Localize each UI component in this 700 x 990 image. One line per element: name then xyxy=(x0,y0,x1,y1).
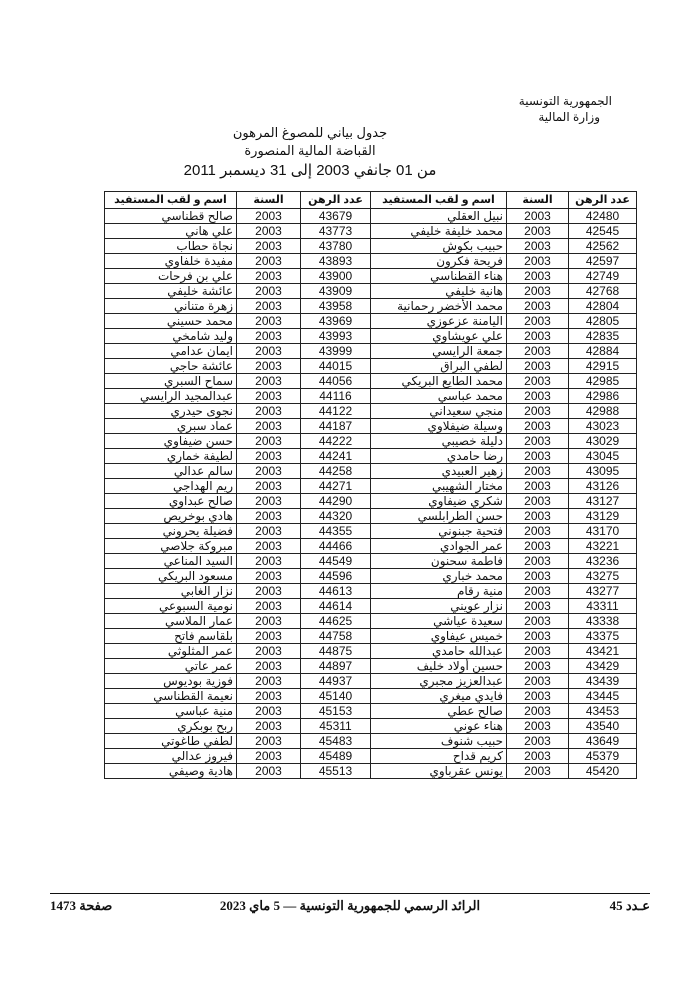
table-row xyxy=(105,449,637,464)
pledge-number-cell: 42749 xyxy=(569,269,637,284)
year-cell: 2003 xyxy=(237,599,301,614)
year-cell: 2003 xyxy=(237,419,301,434)
pledge-number-cell: 43429 xyxy=(569,659,637,674)
beneficiary-name-cell: صالح قطناسي xyxy=(105,209,237,224)
year-cell: 2003 xyxy=(237,719,301,734)
year-cell: 2003 xyxy=(237,299,301,314)
beneficiary-name-cell: كريم قداح xyxy=(371,749,507,764)
beneficiary-name-cell: حسن الطرابلسي xyxy=(371,509,507,524)
beneficiary-name-cell: فضيلة يحروني xyxy=(105,524,237,539)
beneficiary-name-cell: لطيفة خماري xyxy=(105,449,237,464)
table-row xyxy=(105,314,637,329)
year-cell: 2003 xyxy=(507,344,569,359)
pledge-number-cell: 43236 xyxy=(569,554,637,569)
table-row xyxy=(105,479,637,494)
pledge-number-cell: 44290 xyxy=(301,494,371,509)
beneficiary-name-cell: فوزية بوديوس xyxy=(105,674,237,689)
pledge-number-cell: 42835 xyxy=(569,329,637,344)
year-cell: 2003 xyxy=(507,704,569,719)
beneficiary-name-cell: لطفي طاغوتي xyxy=(105,734,237,749)
pledge-number-cell: 44258 xyxy=(301,464,371,479)
pledge-number-cell: 45489 xyxy=(301,749,371,764)
year-cell: 2003 xyxy=(507,749,569,764)
pledge-number-cell: 43999 xyxy=(301,344,371,359)
year-cell: 2003 xyxy=(237,374,301,389)
year-cell: 2003 xyxy=(237,494,301,509)
year-cell: 2003 xyxy=(507,329,569,344)
beneficiary-name-cell: نجوى حيدري xyxy=(105,404,237,419)
year-cell: 2003 xyxy=(237,569,301,584)
beneficiary-name-cell: منجي سعيداني xyxy=(371,404,507,419)
year-cell: 2003 xyxy=(507,719,569,734)
pledge-number-cell: 44614 xyxy=(301,599,371,614)
beneficiary-name-cell: مسعود البريكي xyxy=(105,569,237,584)
beneficiary-name-cell: نومية السبوعي xyxy=(105,599,237,614)
pledge-number-cell: 44596 xyxy=(301,569,371,584)
table-row xyxy=(105,554,637,569)
pledge-register-table xyxy=(104,191,637,779)
year-cell: 2003 xyxy=(237,554,301,569)
beneficiary-name-cell: هناء عوني xyxy=(371,719,507,734)
beneficiary-name-cell: عمار الملاسي xyxy=(105,614,237,629)
table-row xyxy=(105,599,637,614)
year-cell: 2003 xyxy=(237,314,301,329)
pledge-number-cell: 43129 xyxy=(569,509,637,524)
pledge-number-cell: 44466 xyxy=(301,539,371,554)
year-cell: 2003 xyxy=(507,464,569,479)
table-row xyxy=(105,239,637,254)
date-range: من 01 جانفي 2003 إلى 31 ديسمبر 2011 xyxy=(183,162,437,179)
year-cell: 2003 xyxy=(507,374,569,389)
beneficiary-name-cell: عبدالله حامدي xyxy=(371,644,507,659)
year-cell: 2003 xyxy=(507,674,569,689)
year-cell: 2003 xyxy=(507,389,569,404)
office-subtitle: القباضة المالية المنصورة xyxy=(244,143,376,158)
col-header-pledge-number: عدد الرهن xyxy=(301,192,371,209)
beneficiary-name-cell: محمد خباري xyxy=(371,569,507,584)
pledge-number-cell: 42768 xyxy=(569,284,637,299)
pledge-number-cell: 44758 xyxy=(301,629,371,644)
issue-number: عـدد 45 xyxy=(609,898,650,913)
year-cell: 2003 xyxy=(237,239,301,254)
year-cell: 2003 xyxy=(237,254,301,269)
year-cell: 2003 xyxy=(507,299,569,314)
pledge-number-cell: 44271 xyxy=(301,479,371,494)
beneficiary-name-cell: حبيب بكوش xyxy=(371,239,507,254)
beneficiary-name-cell: شكري ضيفاوي xyxy=(371,494,507,509)
year-cell: 2003 xyxy=(507,209,569,224)
beneficiary-name-cell: اليامنة عزعوزي xyxy=(371,314,507,329)
year-cell: 2003 xyxy=(237,344,301,359)
year-cell: 2003 xyxy=(237,434,301,449)
pledge-number-cell: 43275 xyxy=(569,569,637,584)
beneficiary-name-cell: منية رقام xyxy=(371,584,507,599)
pledge-number-cell: 44549 xyxy=(301,554,371,569)
pledge-number-cell: 42805 xyxy=(569,314,637,329)
year-cell: 2003 xyxy=(507,629,569,644)
year-cell: 2003 xyxy=(237,764,301,779)
year-cell: 2003 xyxy=(507,359,569,374)
pledge-number-cell: 42986 xyxy=(569,389,637,404)
year-cell: 2003 xyxy=(237,524,301,539)
beneficiary-name-cell: وسيلة ضيفلاوي xyxy=(371,419,507,434)
beneficiary-name-cell: نجاة حطاب xyxy=(105,239,237,254)
col-header-year: السنة xyxy=(237,192,301,209)
pledge-number-cell: 44897 xyxy=(301,659,371,674)
year-cell: 2003 xyxy=(507,644,569,659)
pledge-number-cell: 43958 xyxy=(301,299,371,314)
pledge-number-cell: 43540 xyxy=(569,719,637,734)
table-row xyxy=(105,704,637,719)
pledge-number-cell: 43993 xyxy=(301,329,371,344)
beneficiary-name-cell: دليلة خصيبي xyxy=(371,434,507,449)
beneficiary-name-cell: فيروز عدالي xyxy=(105,749,237,764)
beneficiary-name-cell: سالم عدالي xyxy=(105,464,237,479)
year-cell: 2003 xyxy=(237,614,301,629)
footer-divider xyxy=(50,893,650,894)
table-row xyxy=(105,434,637,449)
year-cell: 2003 xyxy=(507,224,569,239)
beneficiary-name-cell: جمعة الرايسي xyxy=(371,344,507,359)
pledge-number-cell: 42988 xyxy=(569,404,637,419)
beneficiary-name-cell: زهرة متناني xyxy=(105,299,237,314)
beneficiary-name-cell: سماح السبري xyxy=(105,374,237,389)
pledge-number-cell: 44056 xyxy=(301,374,371,389)
year-cell: 2003 xyxy=(237,629,301,644)
beneficiary-name-cell: عمر الجوادي xyxy=(371,539,507,554)
year-cell: 2003 xyxy=(237,359,301,374)
table-row xyxy=(105,224,637,239)
beneficiary-name-cell: لطفي البراق xyxy=(371,359,507,374)
pledge-number-cell: 43909 xyxy=(301,284,371,299)
pledge-number-cell: 45379 xyxy=(569,749,637,764)
beneficiary-name-cell: مبروكة جلاصي xyxy=(105,539,237,554)
pledge-number-cell: 43277 xyxy=(569,584,637,599)
pledge-number-cell: 43773 xyxy=(301,224,371,239)
pledge-number-cell: 43421 xyxy=(569,644,637,659)
table-row xyxy=(105,524,637,539)
pledge-number-cell: 44122 xyxy=(301,404,371,419)
pledge-number-cell: 42597 xyxy=(569,254,637,269)
pledge-number-cell: 43969 xyxy=(301,314,371,329)
beneficiary-name-cell: علي عويشاوي xyxy=(371,329,507,344)
pledge-number-cell: 43679 xyxy=(301,209,371,224)
pledge-number-cell: 43311 xyxy=(569,599,637,614)
year-cell: 2003 xyxy=(507,254,569,269)
year-cell: 2003 xyxy=(237,749,301,764)
col-header-beneficiary: اسم و لقب المستفيد xyxy=(371,192,507,209)
table-header-row xyxy=(105,192,637,209)
table-row xyxy=(105,254,637,269)
page-number: صفحة 1473 xyxy=(50,898,113,913)
table-row xyxy=(105,464,637,479)
year-cell: 2003 xyxy=(237,539,301,554)
table-row xyxy=(105,344,637,359)
beneficiary-name-cell: عبدالعزيز مجبري xyxy=(371,674,507,689)
beneficiary-name-cell: هناء القطناسي xyxy=(371,269,507,284)
table-row xyxy=(105,614,637,629)
beneficiary-name-cell: سعيدة عياشي xyxy=(371,614,507,629)
beneficiary-name-cell: ريم الهداجي xyxy=(105,479,237,494)
table-row xyxy=(105,764,637,779)
pledge-number-cell: 44937 xyxy=(301,674,371,689)
year-cell: 2003 xyxy=(237,269,301,284)
table-row xyxy=(105,734,637,749)
beneficiary-name-cell: هادية وصيفي xyxy=(105,764,237,779)
beneficiary-name-cell: نعيمة القطناسي xyxy=(105,689,237,704)
table-row xyxy=(105,644,637,659)
table-row xyxy=(105,674,637,689)
pledge-number-cell: 43445 xyxy=(569,689,637,704)
year-cell: 2003 xyxy=(237,449,301,464)
year-cell: 2003 xyxy=(507,614,569,629)
col-header-year: السنة xyxy=(507,192,569,209)
table-row xyxy=(105,629,637,644)
pledge-number-cell: 43221 xyxy=(569,539,637,554)
pledge-number-cell: 42804 xyxy=(569,299,637,314)
table-row xyxy=(105,719,637,734)
pledge-number-cell: 43338 xyxy=(569,614,637,629)
beneficiary-name-cell: فايدي ميغري xyxy=(371,689,507,704)
year-cell: 2003 xyxy=(507,314,569,329)
col-header-pledge-number: عدد الرهن xyxy=(569,192,637,209)
beneficiary-name-cell: رضا حامدي xyxy=(371,449,507,464)
beneficiary-name-cell: صالح عطي xyxy=(371,704,507,719)
pledge-number-cell: 43170 xyxy=(569,524,637,539)
pledge-number-cell: 42545 xyxy=(569,224,637,239)
pledge-number-cell: 43023 xyxy=(569,419,637,434)
year-cell: 2003 xyxy=(507,269,569,284)
pledge-number-cell: 43649 xyxy=(569,734,637,749)
pledge-number-cell: 42562 xyxy=(569,239,637,254)
year-cell: 2003 xyxy=(237,284,301,299)
beneficiary-name-cell: عمر المثلوثي xyxy=(105,644,237,659)
beneficiary-name-cell: منية عباسي xyxy=(105,704,237,719)
table-row xyxy=(105,689,637,704)
table-row xyxy=(105,389,637,404)
ministry-header: وزارة المالية xyxy=(538,110,600,124)
pledge-number-cell: 44320 xyxy=(301,509,371,524)
table-row xyxy=(105,374,637,389)
beneficiary-name-cell: محمد خليفة خليفي xyxy=(371,224,507,239)
beneficiary-name-cell: عائشة خليفي xyxy=(105,284,237,299)
table-row xyxy=(105,299,637,314)
beneficiary-name-cell: فريحة فكرون xyxy=(371,254,507,269)
year-cell: 2003 xyxy=(237,734,301,749)
pledge-number-cell: 42480 xyxy=(569,209,637,224)
year-cell: 2003 xyxy=(237,704,301,719)
pledge-number-cell: 42985 xyxy=(569,374,637,389)
year-cell: 2003 xyxy=(237,224,301,239)
beneficiary-name-cell: علي بن فرحات xyxy=(105,269,237,284)
beneficiary-name-cell: عماد سبري xyxy=(105,419,237,434)
year-cell: 2003 xyxy=(237,389,301,404)
table-row xyxy=(105,209,637,224)
year-cell: 2003 xyxy=(237,404,301,419)
pledge-number-cell: 44222 xyxy=(301,434,371,449)
table-row xyxy=(105,284,637,299)
table-title: جدول بياني للمصوغ المرهون xyxy=(232,125,388,140)
beneficiary-name-cell: حبيب شنوف xyxy=(371,734,507,749)
journal-title: الرائد الرسمي للجمهورية التونسية — 5 ماي 2023 xyxy=(219,898,481,913)
year-cell: 2003 xyxy=(237,644,301,659)
year-cell: 2003 xyxy=(507,479,569,494)
pledge-number-cell: 43045 xyxy=(569,449,637,464)
pledge-number-cell: 44187 xyxy=(301,419,371,434)
pledge-number-cell: 44241 xyxy=(301,449,371,464)
pledge-number-cell: 43126 xyxy=(569,479,637,494)
year-cell: 2003 xyxy=(507,539,569,554)
pledge-number-cell: 45153 xyxy=(301,704,371,719)
pledge-number-cell: 45513 xyxy=(301,764,371,779)
table-row xyxy=(105,749,637,764)
year-cell: 2003 xyxy=(237,509,301,524)
beneficiary-name-cell: فتحية جبنوني xyxy=(371,524,507,539)
table-row xyxy=(105,659,637,674)
beneficiary-name-cell: السيد المناعي xyxy=(105,554,237,569)
year-cell: 2003 xyxy=(237,674,301,689)
pledge-number-cell: 43453 xyxy=(569,704,637,719)
year-cell: 2003 xyxy=(507,494,569,509)
beneficiary-name-cell: مختار الشهيبي xyxy=(371,479,507,494)
beneficiary-name-cell: يونس عقرباوي xyxy=(371,764,507,779)
table-row xyxy=(105,584,637,599)
beneficiary-name-cell: محمد الأخضر رحمانية xyxy=(371,299,507,314)
table-row xyxy=(105,269,637,284)
pledge-number-cell: 43029 xyxy=(569,434,637,449)
table-row xyxy=(105,359,637,374)
beneficiary-name-cell: عمر عاتي xyxy=(105,659,237,674)
year-cell: 2003 xyxy=(507,419,569,434)
beneficiary-name-cell: ايمان عدامي xyxy=(105,344,237,359)
year-cell: 2003 xyxy=(237,464,301,479)
pledge-number-cell: 44116 xyxy=(301,389,371,404)
pledge-number-cell: 44875 xyxy=(301,644,371,659)
pledge-number-cell: 45420 xyxy=(569,764,637,779)
beneficiary-name-cell: محمد حسيني xyxy=(105,314,237,329)
beneficiary-name-cell: خميس عيفاوي xyxy=(371,629,507,644)
year-cell: 2003 xyxy=(507,239,569,254)
pledge-number-cell: 42884 xyxy=(569,344,637,359)
pledge-number-cell: 43780 xyxy=(301,239,371,254)
pledge-number-cell: 45140 xyxy=(301,689,371,704)
beneficiary-name-cell: هانية خليفي xyxy=(371,284,507,299)
beneficiary-name-cell: نبيل العقلي xyxy=(371,209,507,224)
beneficiary-name-cell: صالح عبداوي xyxy=(105,494,237,509)
pledge-number-cell: 44355 xyxy=(301,524,371,539)
pledge-number-cell: 44015 xyxy=(301,359,371,374)
year-cell: 2003 xyxy=(507,554,569,569)
beneficiary-name-cell: عبدالمجيد الرايسي xyxy=(105,389,237,404)
pledge-number-cell: 43893 xyxy=(301,254,371,269)
pledge-number-cell: 45311 xyxy=(301,719,371,734)
year-cell: 2003 xyxy=(507,689,569,704)
table-row xyxy=(105,539,637,554)
year-cell: 2003 xyxy=(507,569,569,584)
beneficiary-name-cell: نزار عويني xyxy=(371,599,507,614)
year-cell: 2003 xyxy=(507,509,569,524)
beneficiary-name-cell: بلقاسم فاتح xyxy=(105,629,237,644)
beneficiary-name-cell: نزار الغابي xyxy=(105,584,237,599)
table-row xyxy=(105,329,637,344)
pledge-number-cell: 43900 xyxy=(301,269,371,284)
year-cell: 2003 xyxy=(507,524,569,539)
pledge-number-cell: 45483 xyxy=(301,734,371,749)
table-row xyxy=(105,419,637,434)
year-cell: 2003 xyxy=(507,659,569,674)
pledge-number-cell: 44613 xyxy=(301,584,371,599)
beneficiary-name-cell: مفيدة خلفاوي xyxy=(105,254,237,269)
beneficiary-name-cell: وليد شامخي xyxy=(105,329,237,344)
beneficiary-name-cell: حسين أولاد خليف xyxy=(371,659,507,674)
table-row xyxy=(105,404,637,419)
beneficiary-name-cell: فاطمة سحنون xyxy=(371,554,507,569)
year-cell: 2003 xyxy=(507,734,569,749)
pledge-number-cell: 43439 xyxy=(569,674,637,689)
year-cell: 2003 xyxy=(507,599,569,614)
table-row xyxy=(105,494,637,509)
year-cell: 2003 xyxy=(237,689,301,704)
beneficiary-name-cell: حسن ضيفاوي xyxy=(105,434,237,449)
year-cell: 2003 xyxy=(507,404,569,419)
beneficiary-name-cell: هادي بوخريص xyxy=(105,509,237,524)
year-cell: 2003 xyxy=(507,449,569,464)
year-cell: 2003 xyxy=(507,764,569,779)
table-row xyxy=(105,509,637,524)
col-header-beneficiary: اسم و لقب المستفيد xyxy=(105,192,237,209)
year-cell: 2003 xyxy=(237,659,301,674)
beneficiary-name-cell: زهير العبيدي xyxy=(371,464,507,479)
pledge-number-cell: 42915 xyxy=(569,359,637,374)
year-cell: 2003 xyxy=(237,479,301,494)
year-cell: 2003 xyxy=(237,329,301,344)
year-cell: 2003 xyxy=(237,209,301,224)
year-cell: 2003 xyxy=(507,584,569,599)
beneficiary-name-cell: ربح بوبكري xyxy=(105,719,237,734)
beneficiary-name-cell: محمد عباسي xyxy=(371,389,507,404)
pledge-number-cell: 44625 xyxy=(301,614,371,629)
beneficiary-name-cell: محمد الطايع البريكي xyxy=(371,374,507,389)
republic-header: الجمهورية التونسية xyxy=(518,94,612,108)
beneficiary-name-cell: عائشة حاجي xyxy=(105,359,237,374)
pledge-number-cell: 43095 xyxy=(569,464,637,479)
pledge-number-cell: 43127 xyxy=(569,494,637,509)
year-cell: 2003 xyxy=(237,584,301,599)
year-cell: 2003 xyxy=(507,434,569,449)
pledge-number-cell: 43375 xyxy=(569,629,637,644)
table-row xyxy=(105,569,637,584)
beneficiary-name-cell: علي هاني xyxy=(105,224,237,239)
year-cell: 2003 xyxy=(507,284,569,299)
